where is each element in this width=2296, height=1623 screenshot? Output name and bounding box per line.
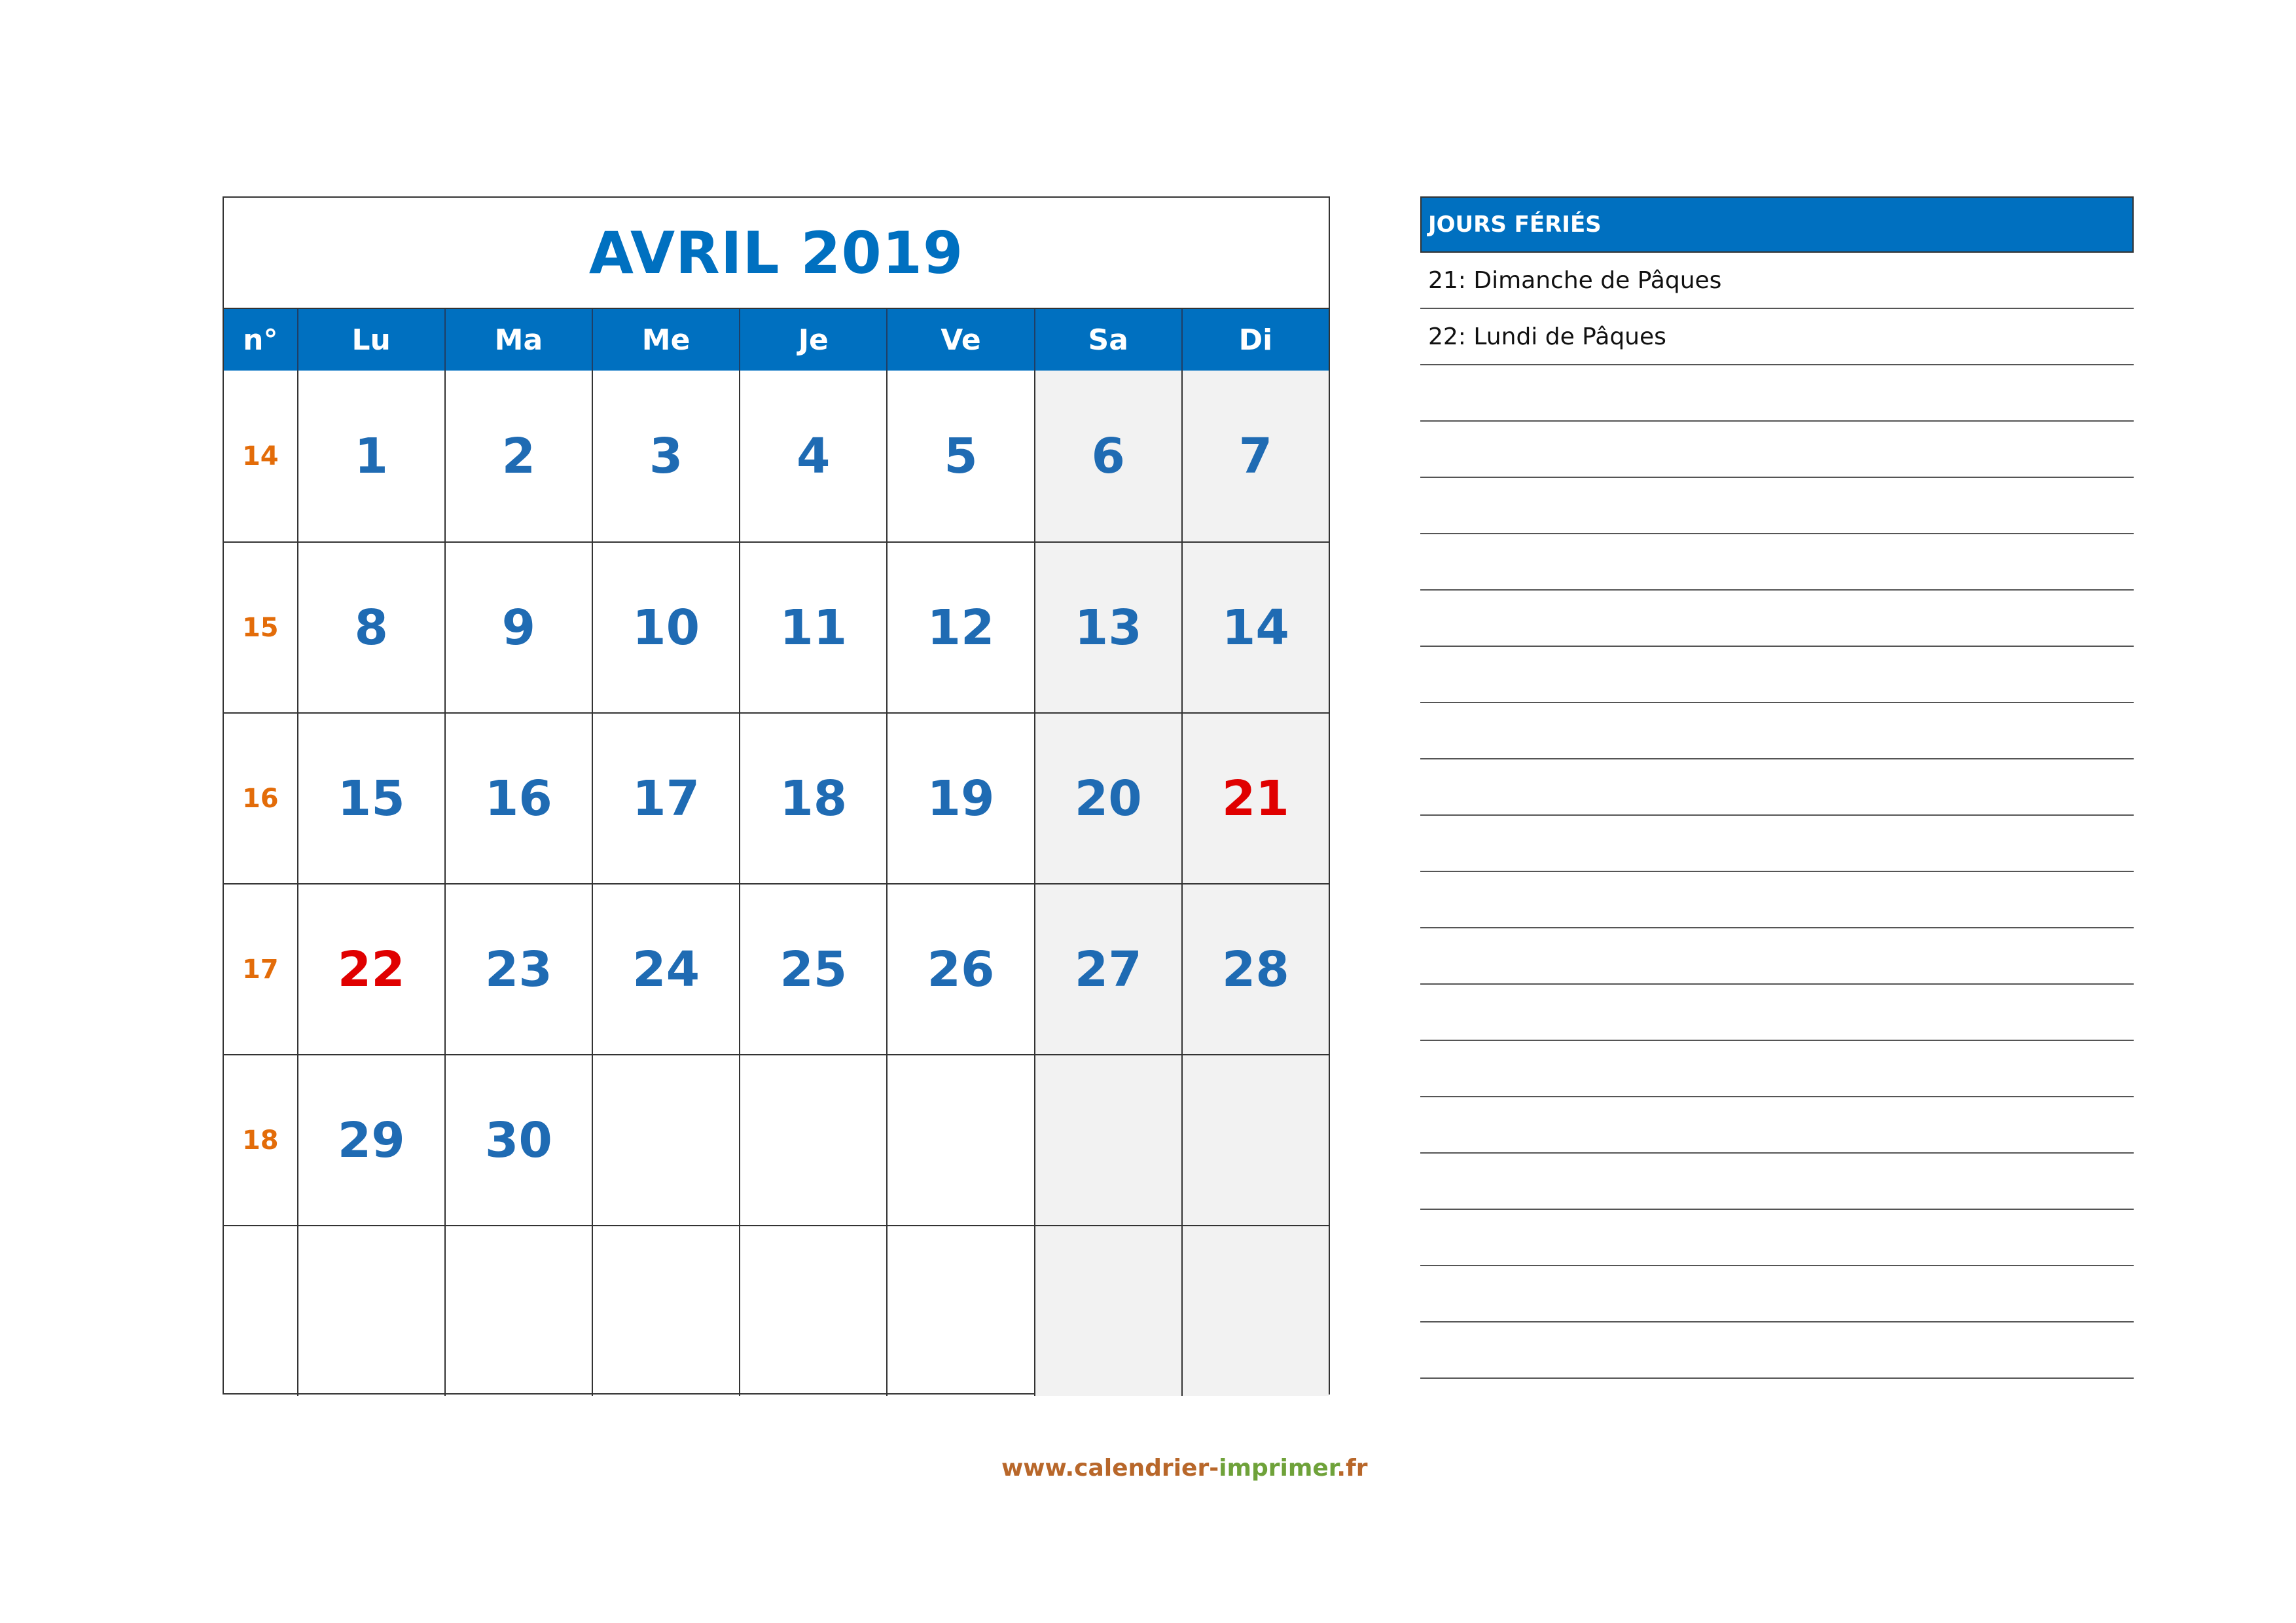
footer-website[interactable] xyxy=(1001,1455,1368,1482)
day-number: 7 xyxy=(1238,428,1273,484)
day-cell[interactable] xyxy=(592,1226,739,1396)
holiday-line xyxy=(1420,647,2134,703)
day-cell[interactable] xyxy=(1034,1055,1181,1225)
day-cell[interactable] xyxy=(1034,714,1181,883)
day-cell[interactable] xyxy=(444,884,592,1054)
day-cell[interactable] xyxy=(297,884,444,1054)
week-row xyxy=(224,371,1329,541)
holiday-line xyxy=(1420,422,2134,478)
holiday-line xyxy=(1420,365,2134,422)
calendar-title: AVRIL 2019 xyxy=(588,219,964,287)
holiday-line xyxy=(1420,1041,2134,1097)
holiday-line xyxy=(1420,816,2134,872)
day-cell[interactable] xyxy=(444,371,592,541)
weekday-header xyxy=(224,309,1329,371)
day-number: 27 xyxy=(1074,941,1142,998)
week-number: 18 xyxy=(242,1125,279,1156)
holiday-line xyxy=(1420,591,2134,647)
day-cell[interactable] xyxy=(1181,1055,1329,1225)
day-number: 11 xyxy=(780,599,848,656)
day-cell[interactable] xyxy=(592,884,739,1054)
week-number-cell xyxy=(224,1226,297,1396)
day-cell[interactable] xyxy=(739,714,886,883)
day-number: 16 xyxy=(484,770,552,827)
weekday-header-cell: Me xyxy=(592,309,739,371)
day-number: 9 xyxy=(501,599,536,656)
day-number: 17 xyxy=(632,770,700,827)
day-cell[interactable] xyxy=(444,543,592,712)
day-cell[interactable] xyxy=(297,1055,444,1225)
day-cell[interactable] xyxy=(1181,714,1329,883)
day-cell[interactable] xyxy=(592,371,739,541)
footer-part-2: imprimer xyxy=(1219,1455,1337,1482)
day-number: 3 xyxy=(649,428,683,484)
week-number-cell xyxy=(224,543,297,712)
holiday-line xyxy=(1420,1210,2134,1266)
footer-part-1: www.calendrier- xyxy=(1001,1455,1219,1482)
day-number: 14 xyxy=(1221,599,1289,656)
holidays-panel xyxy=(1420,196,2134,1379)
day-number: 15 xyxy=(337,770,405,827)
holiday-line xyxy=(1420,985,2134,1041)
calendar-grid xyxy=(223,196,1330,1395)
holiday-line xyxy=(1420,1154,2134,1210)
week-number-cell xyxy=(224,714,297,883)
holiday-line xyxy=(1420,1266,2134,1322)
holiday-line xyxy=(1420,478,2134,534)
day-cell[interactable] xyxy=(739,543,886,712)
week-row xyxy=(224,541,1329,712)
day-cell[interactable] xyxy=(886,1055,1033,1225)
day-cell[interactable] xyxy=(1181,884,1329,1054)
day-cell[interactable] xyxy=(739,884,886,1054)
day-number: 13 xyxy=(1074,599,1142,656)
holiday-line: 21: Dimanche de Pâques xyxy=(1420,253,2134,309)
day-number: 10 xyxy=(632,599,700,656)
holiday-line xyxy=(1420,534,2134,591)
day-cell[interactable] xyxy=(1181,1226,1329,1396)
holiday-line xyxy=(1420,703,2134,759)
day-number: 4 xyxy=(797,428,831,484)
holiday-line xyxy=(1420,1322,2134,1379)
day-cell[interactable] xyxy=(886,1226,1033,1396)
calendar-body xyxy=(224,371,1329,1396)
week-row xyxy=(224,1054,1329,1225)
day-number: 18 xyxy=(780,770,848,827)
holiday-line xyxy=(1420,872,2134,928)
day-number: 20 xyxy=(1074,770,1142,827)
footer-part-3: .fr xyxy=(1336,1455,1368,1482)
day-cell[interactable] xyxy=(1181,543,1329,712)
day-cell[interactable] xyxy=(739,1055,886,1225)
day-cell[interactable] xyxy=(1034,884,1181,1054)
day-cell[interactable] xyxy=(297,371,444,541)
day-cell[interactable] xyxy=(444,1226,592,1396)
calendar-title-row xyxy=(224,198,1329,309)
week-row xyxy=(224,1225,1329,1396)
week-row xyxy=(224,883,1329,1054)
weekday-header-cell: Ma xyxy=(444,309,592,371)
day-cell[interactable] xyxy=(592,543,739,712)
holidays-header: JOURS FÉRIÉS xyxy=(1420,196,2134,253)
day-number: 19 xyxy=(927,770,995,827)
week-number-cell xyxy=(224,371,297,541)
day-number: 24 xyxy=(632,941,700,998)
week-number-cell xyxy=(224,1055,297,1225)
day-cell[interactable] xyxy=(886,714,1033,883)
day-cell[interactable] xyxy=(444,714,592,883)
week-number: 14 xyxy=(242,441,279,471)
day-cell[interactable] xyxy=(1034,543,1181,712)
weekday-header-cell: Di xyxy=(1181,309,1329,371)
week-number-cell xyxy=(224,884,297,1054)
holiday-line xyxy=(1420,759,2134,816)
day-number: 12 xyxy=(927,599,995,656)
day-cell[interactable] xyxy=(1034,371,1181,541)
weekday-header-cell: Sa xyxy=(1034,309,1181,371)
holidays-lines xyxy=(1420,253,2134,1379)
day-number: 5 xyxy=(944,428,978,484)
weekday-header-cell: Lu xyxy=(297,309,444,371)
holiday-line: 22: Lundi de Pâques xyxy=(1420,309,2134,365)
holiday-line xyxy=(1420,1097,2134,1154)
day-cell[interactable] xyxy=(297,714,444,883)
day-number: 23 xyxy=(484,941,552,998)
day-cell[interactable] xyxy=(592,714,739,883)
day-number: 28 xyxy=(1221,941,1289,998)
weekday-header-cell: Ve xyxy=(886,309,1033,371)
holiday-line xyxy=(1420,928,2134,985)
day-number: 1 xyxy=(354,428,388,484)
day-cell[interactable] xyxy=(886,884,1033,1054)
day-number: 22 xyxy=(337,941,405,998)
weekday-header-cell: Je xyxy=(739,309,886,371)
day-cell[interactable] xyxy=(739,371,886,541)
day-number: 8 xyxy=(354,599,388,656)
day-cell[interactable] xyxy=(1034,1226,1181,1396)
day-number: 26 xyxy=(927,941,995,998)
day-cell[interactable] xyxy=(739,1226,886,1396)
day-cell[interactable] xyxy=(1181,371,1329,541)
week-number: 15 xyxy=(242,612,279,643)
week-number: 17 xyxy=(242,954,279,985)
weekday-header-cell: n° xyxy=(243,323,278,357)
day-number: 21 xyxy=(1221,770,1289,827)
day-number: 6 xyxy=(1091,428,1125,484)
day-number: 30 xyxy=(484,1112,552,1169)
week-number: 16 xyxy=(242,783,279,814)
day-cell[interactable] xyxy=(886,371,1033,541)
day-cell[interactable] xyxy=(297,543,444,712)
day-number: 25 xyxy=(780,941,848,998)
day-cell[interactable] xyxy=(886,543,1033,712)
day-cell[interactable] xyxy=(444,1055,592,1225)
day-number: 29 xyxy=(337,1112,405,1169)
week-row xyxy=(224,712,1329,883)
day-cell[interactable] xyxy=(297,1226,444,1396)
day-cell[interactable] xyxy=(592,1055,739,1225)
day-number: 2 xyxy=(501,428,536,484)
